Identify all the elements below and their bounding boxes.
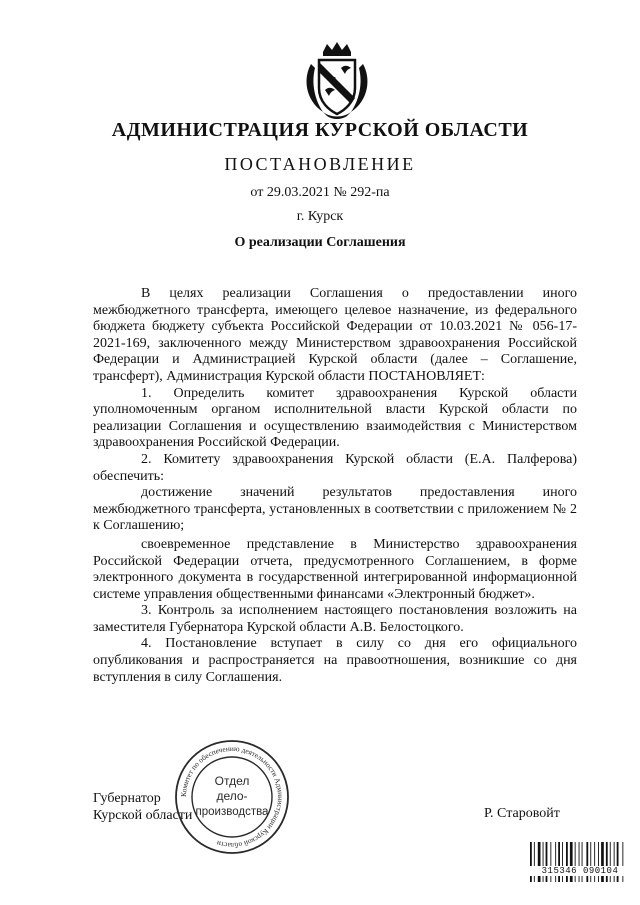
preamble-paragraph: В целях реализации Соглашения о предоставлении иного межбюджетного трансферта, имеющего целевое назначение, из федерального бюджета бюджету субъекта Российской Федерации от 10.03.2021 № 056-17-2021-169, заключенного между Министерством здравоохранения Российской Федерации и Администрацией Курской области (далее – Соглашение, трансферт), Администрация Курской области ПОСТАНОВЛЯЕТ: (93, 286, 577, 384)
city: г. Курск (296, 209, 344, 224)
item-4-paragraph: 4. Постановление вступает в силу со дня его официального опубликования и распространяется на правоотношения, возникшие со дня вступления в силу Соглашения. (93, 636, 577, 685)
date-and-number: от 29.03.2021 № 292-па (250, 185, 390, 200)
barcode-bar (555, 842, 556, 882)
signatory-title-line-1: Губернатор (93, 791, 161, 806)
barcode-bar (622, 842, 623, 882)
barcode-bar (570, 842, 573, 882)
barcode-bar (562, 842, 563, 882)
document-subject: О реализации Соглашения (234, 235, 406, 250)
document-type: ПОСТАНОВЛЕНИЕ (224, 154, 416, 174)
barcode-bar (594, 842, 595, 882)
item-3-paragraph: 3. Контроль за исполнением настоящего постановления возложить на заместителя Губернатора Курской области А.В. Белостоцкого. (93, 603, 577, 635)
barcode-bar (579, 842, 580, 882)
item-2a-paragraph: достижение значений результатов предоставления иного межбюджетного трансферта, установленных в соответствии с приложением № 2 к Соглашению; (93, 485, 577, 534)
item-2b-paragraph: своевременное представление в Министерство здравоохранения Российской Федерации отчета, предусмотренного Соглашением, в форме электронного документа в государственной интегрированной информационной системе управления общественными финансами «Электронный бюджет». (93, 536, 577, 602)
barcode-number: 315346 090104 (530, 866, 630, 876)
item-2-paragraph: 2. Комитету здравоохранения Курской области (Е.А. Палферова) обеспечить: (93, 451, 577, 484)
barcode (530, 842, 630, 882)
stamp-center-line-1: Отдел (214, 774, 250, 788)
stamp-ring-text: Комитет по обеспечению деятельности Администрации Курской области (178, 743, 286, 851)
barcode-bar (582, 842, 583, 882)
barcode-bar (543, 842, 544, 882)
coat-of-arms-emblem (301, 42, 373, 120)
organization-title: АДМИНИСТРАЦИЯ КУРСКОЙ ОБЛАСТИ (111, 119, 529, 141)
barcode-bar (550, 842, 551, 882)
barcode-bar (538, 842, 541, 882)
barcode-bar (546, 842, 548, 882)
document-body (93, 286, 577, 686)
barcode-bar (598, 842, 599, 882)
barcode-bar (590, 842, 591, 882)
barcode-bar (586, 842, 588, 882)
barcode-bar (610, 842, 611, 882)
barcode-bar (566, 842, 568, 882)
barcode-bar (601, 842, 604, 882)
stamp-center-line-2: дело- (216, 789, 248, 803)
barcode-bar (575, 842, 576, 882)
signatory-title-line-2: Курской области (93, 808, 193, 823)
barcode-bar (606, 842, 608, 882)
stamp-center-line-3: производства (195, 806, 269, 818)
item-1-paragraph: 1. Определить комитет здравоохранения Курской области уполномоченным органом исполнительной власти Курской области по реализации Соглашения и осуществлению взаимодействия с Министерством здравоохранения Российской Федерации. (93, 385, 577, 451)
signatory-name: Р. Старовойт (484, 806, 560, 821)
official-stamp (172, 737, 292, 857)
barcode-bar (530, 842, 532, 882)
barcode-bar (534, 842, 535, 882)
barcode-bar (614, 842, 615, 882)
barcode-bar (617, 842, 619, 882)
barcode-bar (558, 842, 560, 882)
